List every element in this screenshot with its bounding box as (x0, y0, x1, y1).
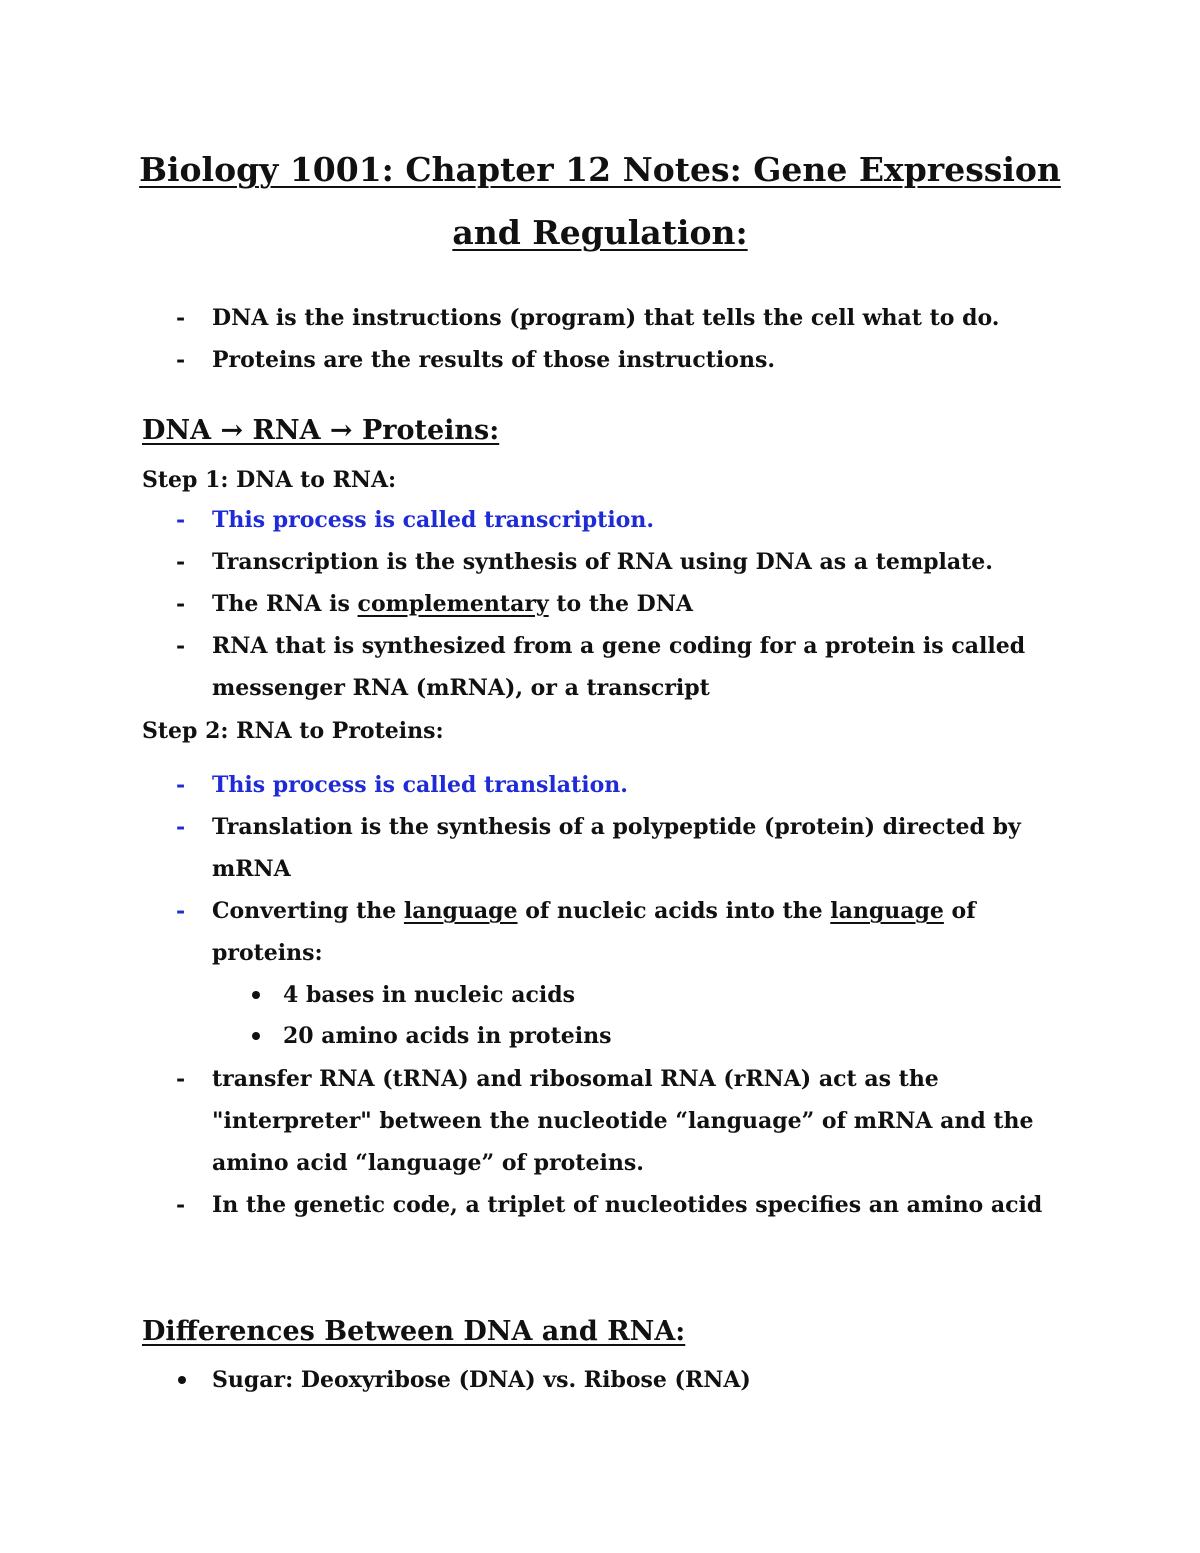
dash-bullet: - (176, 814, 186, 840)
section-heading-dna-rna-proteins: DNA → RNA → Proteins: (142, 415, 500, 446)
step-2-label: Step 2: RNA to Proteins: (142, 718, 444, 744)
step2-item-polypeptide-line2: mRNA (212, 856, 291, 882)
step1-item-mrna-line1: RNA that is synthesized from a gene coding for a protein is called (212, 633, 1026, 659)
step1-item-transcription: This process is called transcription. (212, 507, 655, 533)
step2-item-interpreter-line3: amino acid “language” of proteins. (212, 1150, 644, 1176)
dash-bullet: - (176, 305, 186, 331)
underlined-term: language (403, 898, 518, 924)
step2-item-translation: This process is called translation. (212, 772, 628, 798)
underlined-term: language (830, 898, 944, 924)
intro-item-2: Proteins are the results of those instructions. (212, 347, 775, 373)
title-line-2: and Regulation: (452, 213, 748, 252)
dash-bullet: - (176, 1192, 186, 1218)
dash-bullet: - (176, 507, 186, 533)
text-segment: The RNA is (212, 591, 358, 617)
title-line-1: Biology 1001: Chapter 12 Notes: Gene Expression (139, 150, 1061, 189)
step2-item-interpreter-line2: "interpreter" between the nucleotide “language” of mRNA and the (212, 1108, 1034, 1134)
step1-item-synthesis: Transcription is the synthesis of RNA using DNA as a template. (212, 549, 993, 575)
step2-item-interpreter-line1: transfer RNA (tRNA) and ribosomal RNA (rRNA) act as the (212, 1066, 939, 1092)
difference-item-sugar: Sugar: Deoxyribose (DNA) vs. Ribose (RNA) (212, 1367, 751, 1393)
underlined-term: complementary (357, 591, 549, 617)
text-segment: of (943, 898, 976, 924)
text-segment: to the DNA (548, 591, 693, 617)
step2-item-language-line2: proteins: (212, 940, 323, 966)
text-segment: of nucleic acids into the (517, 898, 831, 924)
dash-bullet: - (176, 898, 186, 924)
sub-item-amino-acids: 20 amino acids in proteins (283, 1023, 612, 1049)
intro-item-1: DNA is the instructions (program) that tells the cell what to do. (212, 305, 1000, 331)
dash-bullet: - (176, 772, 186, 798)
step-1-label: Step 1: DNA to RNA: (142, 467, 397, 493)
step1-item-complementary (212, 590, 693, 618)
bullet-dot (252, 1032, 260, 1040)
step1-item-mrna-line2: messenger RNA (mRNA), or a transcript (212, 675, 710, 701)
dash-bullet: - (176, 591, 186, 617)
step2-item-triplet: In the genetic code, a triplet of nucleotides specifies an amino acid (212, 1192, 1043, 1218)
bullet-dot (252, 991, 260, 999)
sub-item-bases: 4 bases in nucleic acids (283, 982, 575, 1008)
dash-bullet: - (176, 347, 186, 373)
dash-bullet: - (176, 1066, 186, 1092)
dash-bullet: - (176, 549, 186, 575)
step2-item-polypeptide-line1: Translation is the synthesis of a polypeptide (protein) directed by (212, 814, 1021, 840)
section-heading-differences: Differences Between DNA and RNA: (142, 1316, 686, 1347)
step2-item-language-line1 (212, 897, 976, 925)
bullet-dot (178, 1376, 186, 1384)
text-segment: Converting the (212, 898, 404, 924)
dash-bullet: - (176, 633, 186, 659)
